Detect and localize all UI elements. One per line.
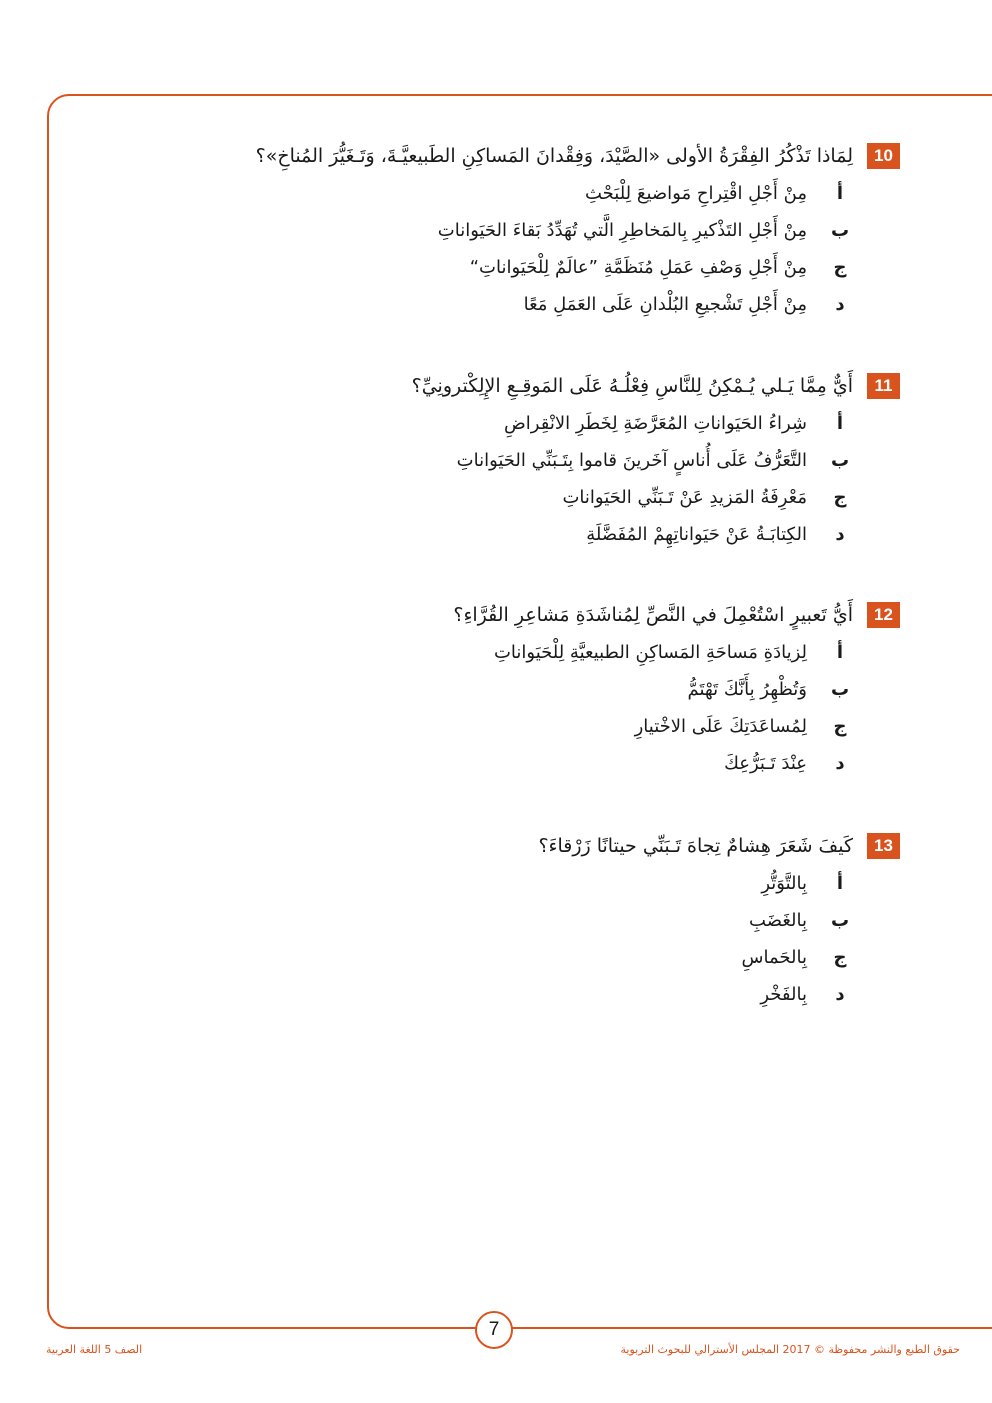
answer-option[interactable] [120,976,900,1013]
question-header [120,598,900,632]
question-13 [120,829,900,1013]
question-number-badge: 10 [867,143,900,169]
option-letter: ب [830,910,850,931]
answer-option[interactable] [120,516,900,553]
answer-option[interactable] [120,634,900,671]
option-letter: د [835,984,845,1005]
answer-option[interactable] [120,442,900,479]
option-text: لِمُساعَدَتِكَ عَلَى الاخْتيارِ [634,716,807,737]
option-letter: ج [833,487,847,508]
option-letter: ج [833,716,847,737]
option-letter: ب [830,679,850,700]
option-text: مِنْ أَجْلِ اقْتِراحِ مَواضيعَ لِلْبَحْثِ [585,183,807,204]
question-header [120,369,900,403]
option-letter: أ [836,183,844,204]
answer-options [120,865,900,1013]
answer-options [120,634,900,782]
option-text: مِنْ أَجْلِ وَصْفِ عَمَلِ مُنَظَمَّةِ ”عالَمٌ لِلْحَيَواناتِ“ [469,257,807,278]
option-text: وَتُظْهِرُ بِأَنَّكَ تَهْتَمُّ [687,679,807,700]
question-text: أَيٌّ مِمَّا يَـلي يُـمْكِنُ لِلنَّاسِ فِعْلُـهُ عَلَى المَوقِـعِ الإِلِكْترونِيِّ؟ [411,375,853,397]
option-letter: أ [836,642,844,663]
answer-option[interactable] [120,671,900,708]
option-text: مِنْ أَجْلِ التَذْكيرِ بِالمَخاطِرِ الَّتي تُهَدِّدُ بَقاءَ الحَيَواناتِ [437,220,807,241]
option-text: عِنْدَ تَـبَرُّعِكَ [724,753,807,774]
option-text: التَّعَرُّفُ عَلَى أُناسٍ آخَرينَ قاموا بِتَـبَنِّي الحَيَواناتِ [456,450,807,471]
answer-option[interactable] [120,865,900,902]
question-number-badge: 12 [867,602,900,628]
question-header [120,139,900,173]
question-11 [120,369,900,553]
question-10 [120,139,900,323]
option-letter: ب [830,220,850,241]
answer-option[interactable] [120,479,900,516]
option-letter: د [835,294,845,315]
question-number-badge: 13 [867,833,900,859]
answer-option[interactable] [120,175,900,212]
option-text: مِنْ أَجْلِ تَشْجيعِ البُلْدانِ عَلَى العَمَلِ مَعًا [523,294,807,315]
answer-option[interactable] [120,902,900,939]
question-text: لِمَاذا تَذْكُرُ الفِقْرَةُ الأولى «الصَّيْدَ، وَفِقْدانَ المَساكِنِ الطَبيعيَّـةَ، وَتَـغَيُّرَ المُناخِ»؟ [255,145,853,167]
option-letter: ب [830,450,850,471]
option-text: بِالفَخْرِ [760,984,807,1005]
option-text: مَعْرِفَةُ المَزيدِ عَنْ تَـبَنِّي الحَيَواناتِ [562,487,807,508]
answer-option[interactable] [120,745,900,782]
question-number-badge: 11 [867,373,900,399]
question-text: كَيفَ شَعَرَ هِشامٌ تِجاهَ تَـبَنِّي حيتانًا زَرْقاءَ؟ [538,835,853,857]
footer-grade-subject: الصف 5 اللغة العربية [46,1343,143,1356]
answer-option[interactable] [120,249,900,286]
page-number: 7 [475,1311,513,1349]
option-text: بِالغَضَبِ [749,910,807,931]
option-text: شِراءُ الحَيَواناتِ المُعَرَّضَةِ لِخَطَرِ الانْقِراضِ [504,413,807,434]
option-letter: أ [836,873,844,894]
footer-copyright: حقوق الطبع والنشر محفوظة © 2017 المجلس الأسترالي للبحوث التربوية [620,1343,960,1356]
option-letter: ج [833,257,847,278]
option-text: الكِتابَـةُ عَنْ حَيَواناتِهِمْ المُفَضَّلَةِ [586,524,807,545]
option-letter: أ [836,413,844,434]
question-text: أَيُّ تَعبيرٍ اسْتُعْمِلَ في النَّصِّ لِمُناشَدَةِ مَشاعِرِ القُرَّاءِ؟ [453,604,853,626]
option-letter: ج [833,947,847,968]
question-header [120,829,900,863]
answer-options [120,175,900,323]
option-text: لِزيادَةِ مَساحَةِ المَساكِنِ الطبيعيَّةِ لِلْحَيَواناتِ [493,642,807,663]
answer-option[interactable] [120,939,900,976]
option-letter: د [835,753,845,774]
answer-option[interactable] [120,708,900,745]
option-text: بِالحَماسِ [741,947,807,968]
question-12 [120,598,900,782]
answer-option[interactable] [120,405,900,442]
option-letter: د [835,524,845,545]
answer-option[interactable] [120,212,900,249]
answer-option[interactable] [120,286,900,323]
option-text: بِالتَّوَتُّرِ [761,873,807,894]
answer-options [120,405,900,553]
